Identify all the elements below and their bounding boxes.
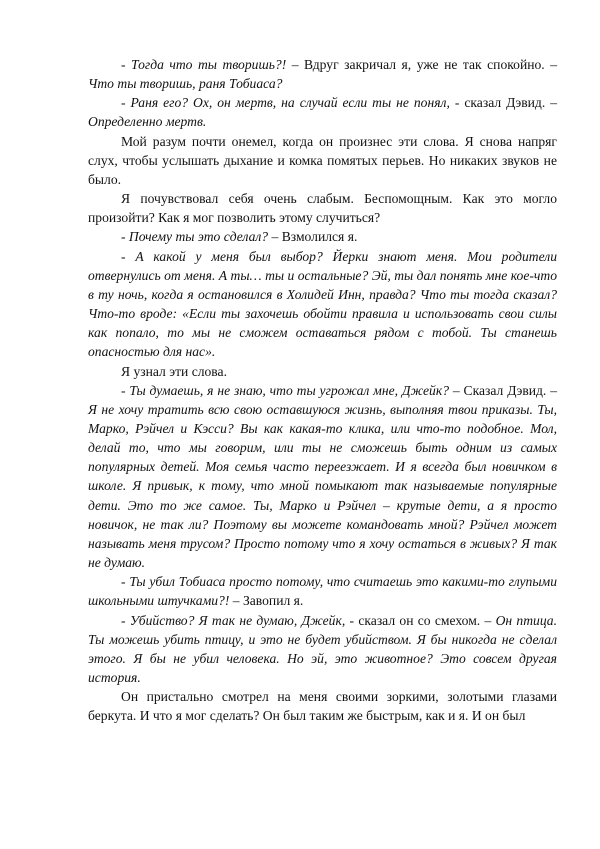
narration-text: - сказал Дэвид. – [454, 95, 557, 111]
narration-text: - сказал он со смехом. – [349, 612, 496, 628]
dialogue-text: - Ты убил Тобиаса просто потому, что считаешь это какими-то глупыми школьными штучками?! [88, 574, 557, 609]
paragraph [88, 247, 557, 362]
dialogue-text: Он птица. Ты можешь убить птицу, и это не будет убийством. Я бы никогда не сделал этого. Я бы не убил человека. Но эй, это животное? Это совсем другая история. [88, 612, 557, 685]
paragraph [88, 227, 557, 246]
narration-text: – Завопил я. [232, 593, 304, 609]
narration-text: – Вдруг закричал я, уже не так спокойно. – [291, 57, 557, 72]
dialogue-text: Что ты творишь, раня Тобиаса? [88, 76, 283, 92]
dialogue-text: - А какой у меня был выбор? Йерки знают меня. Мои родители отвернулись от меня. А ты… ты и остальные? Эй, ты дал понять мне кое-что в ту ночь, когда я остановился в Холидей Инн, правда? Что ты тогда сказал? Что-то вроде: «Если ты захочешь обойти правила и использовать свои силы как попало, то мы не сможем оставаться рядом с тобой. Ты станешь опасностью для нас». [88, 248, 557, 360]
narration-text: – Взмолился я. [271, 229, 358, 245]
narration-text: Мой разум почти онемел, когда он произнес эти слова. Я снова напряг слух, чтобы услышать дыхание и комка помятых перьев. Но никаких звуков не было. [88, 133, 557, 187]
dialogue-text: - Раня его? Ох, он мертв, на случай если ты не понял, [121, 95, 455, 111]
narration-text: – Сказал Дэвид. – [452, 382, 557, 398]
narration-text: Я узнал эти слова. [121, 363, 227, 379]
paragraph [88, 687, 557, 725]
narration-text: Я почувствовал себя очень слабым. Беспомощным. Как это могло произойти? Как я мог позволить этому случиться? [88, 191, 557, 226]
paragraph [88, 55, 557, 93]
dialogue-text: - Почему ты это сделал? [121, 229, 272, 245]
paragraph [88, 189, 557, 227]
paragraph [88, 611, 557, 688]
dialogue-text: - Убийство? Я так не думаю, Джейк, [121, 612, 350, 628]
paragraph [88, 381, 557, 573]
dialogue-text: Я не хочу тратить всю свою оставшуюся жизнь, выполняя твои приказы. Ты, Марко, Рэйчел и Кэсси? Вы как какая-то клика, или что-то подобное. Мол, делай то, что мы говорим, или ты не сможешь быть одним из самых популярных детей. Моя семья часто переезжает. И я всегда был новичком в школе. Я привык, к тому, что мной помыкают так называемые популярные дети. Это то же самое. Ты, Марко и Рэйчел – крутые дети, а я просто новичок, не так ли? Поэтому вы можете командовать мной? Рэйчел может называть меня трусом? Просто потому что я хочу остаться в живых? Я так не думаю. [88, 401, 557, 571]
paragraph [88, 362, 557, 381]
narration-text: Он пристально смотрел на меня своими зоркими, золотыми глазами беркута. И что я мог сделать? Он был таким же быстрым, как и я. И он был [88, 689, 557, 724]
dialogue-text: - Тогда что ты творишь?! [121, 57, 292, 72]
paragraph [88, 572, 557, 610]
dialogue-text: - Ты думаешь, я не знаю, что ты угрожал мне, Джейк? [121, 382, 453, 398]
dialogue-text: Определенно мертв. [88, 114, 207, 130]
paragraph [88, 132, 557, 189]
body-text [88, 55, 557, 725]
paragraph [88, 93, 557, 131]
